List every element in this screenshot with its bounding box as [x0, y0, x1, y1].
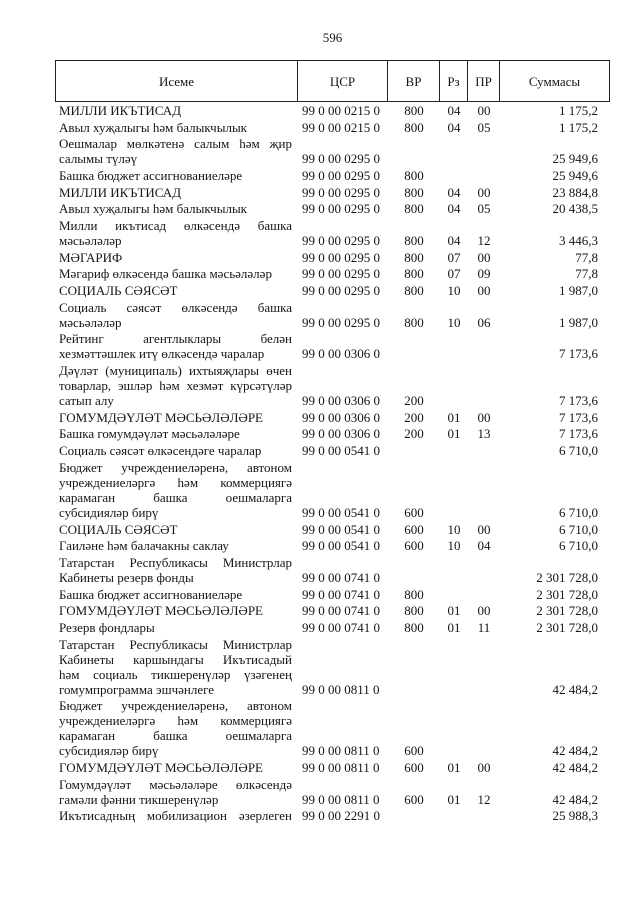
row-name-line: МИЛЛИ ИКЪТИСАД	[59, 184, 182, 200]
row-sum: 42 484,2	[552, 743, 598, 759]
row-name-line: Дәүләт (муниципаль) ихтыяҗлары өчен	[59, 363, 292, 379]
row-vr: 600	[404, 760, 424, 776]
row-pr: 12	[477, 791, 491, 807]
row-name-line: СОЦИАЛЬ СӘЯСӘТ	[59, 521, 178, 537]
row-name	[55, 283, 298, 298]
col-header-pr: ПР	[468, 61, 500, 101]
table-row	[55, 459, 610, 521]
table-row	[55, 167, 610, 184]
table-row	[55, 636, 610, 698]
table-header	[55, 60, 610, 102]
row-name	[55, 522, 298, 537]
row-rz: 10	[447, 538, 461, 554]
row-name	[55, 201, 298, 216]
row-name-line: Башка бюджет ассигнованиеләре	[59, 167, 243, 183]
row-name-line: Рейтинг агентлыклары белән	[59, 331, 292, 347]
row-pr: 00	[477, 409, 491, 425]
row-name-line: субсидияләр бирү	[59, 504, 159, 520]
row-rz: 01	[447, 409, 461, 425]
row-csr: 99 0 00 0741 0	[302, 586, 380, 602]
row-vr: 800	[404, 619, 424, 635]
row-name-line: Кабинеты каршындагы Икътисадый	[59, 651, 292, 667]
row-csr: 99 0 00 0741 0	[302, 569, 380, 585]
table-row	[55, 554, 610, 586]
row-sum: 1 175,2	[559, 102, 598, 118]
table-row	[55, 776, 610, 808]
row-name	[55, 587, 298, 602]
table-row	[55, 537, 610, 554]
row-name	[55, 443, 298, 458]
row-rz: 10	[447, 314, 461, 330]
col-header-name: Исеме	[56, 61, 298, 101]
row-vr: 800	[404, 603, 424, 619]
row-name-line: гомумпрограмма эшчәнлеге	[59, 681, 215, 697]
row-name-line: учреждениеләргә һәм коммерциягә	[59, 713, 292, 729]
row-name-line: ГОМУМДӘҮЛӘТ МӘСЬӘЛӘЛӘРЕ	[59, 760, 263, 776]
row-name-line: Авыл хуҗалыгы һәм балыкчылык	[59, 119, 247, 135]
row-sum: 3 446,3	[559, 232, 598, 248]
row-name-line: Татарстан Республикасы Министрлар	[59, 636, 292, 652]
row-name-line: мәсьәләләр	[59, 314, 122, 330]
row-rz: 04	[447, 232, 461, 248]
table-row	[55, 409, 610, 426]
row-name-line: Резерв фондлары	[59, 619, 155, 635]
row-name-line: салымы түләү	[59, 151, 138, 167]
row-csr: 99 0 00 0295 0	[302, 167, 380, 183]
row-vr: 800	[404, 232, 424, 248]
row-csr: 99 0 00 0295 0	[302, 151, 380, 167]
row-sum: 2 301 728,0	[536, 586, 598, 602]
row-vr: 800	[404, 586, 424, 602]
row-name	[55, 266, 298, 281]
row-sum: 42 484,2	[552, 791, 598, 807]
row-vr: 200	[404, 426, 424, 442]
row-name-line: Оешмалар мөлкәтенә салым һәм җир	[59, 136, 292, 152]
col-header-rz: Рз	[440, 61, 468, 101]
table-row	[55, 135, 610, 167]
row-csr: 99 0 00 2291 0	[302, 808, 380, 824]
row-vr: 800	[404, 314, 424, 330]
row-name-line: ГОМУМДӘҮЛӘТ МӘСЬӘЛӘЛӘРЕ	[59, 603, 263, 619]
row-sum: 1 987,0	[559, 314, 598, 330]
row-csr: 99 0 00 0306 0	[302, 426, 380, 442]
row-sum: 25 949,6	[552, 167, 598, 183]
row-name-line: товарлар, эшләр һәм хезмәт күрсәтүләр	[59, 378, 292, 394]
row-name-line: Икътисадның мобилизацион әзерлеген	[59, 808, 292, 824]
row-name-line: ГОМУМДӘҮЛӘТ МӘСЬӘЛӘЛӘРЕ	[59, 409, 263, 425]
row-rz: 01	[447, 426, 461, 442]
row-name-line: мәсьәләләр	[59, 232, 122, 248]
row-name	[55, 637, 298, 697]
row-sum: 25 988,3	[552, 808, 598, 824]
row-name-line: Башка гомумдәүләт мәсьәләләре	[59, 426, 240, 442]
row-csr: 99 0 00 0215 0	[302, 102, 380, 118]
row-vr: 800	[404, 167, 424, 183]
row-csr: 99 0 00 0541 0	[302, 504, 380, 520]
row-csr: 99 0 00 0811 0	[302, 681, 380, 697]
row-name-line: Башка бюджет ассигнованиеләре	[59, 586, 243, 602]
table-row	[55, 759, 610, 776]
row-rz: 07	[447, 266, 461, 282]
row-rz: 04	[447, 119, 461, 135]
table-row	[55, 200, 610, 217]
row-name-line: Авыл хуҗалыгы һәм балыкчылык	[59, 201, 247, 217]
table-row	[55, 602, 610, 619]
row-sum: 23 884,8	[552, 184, 598, 200]
row-sum: 7 173,6	[559, 393, 598, 409]
budget-table	[55, 60, 610, 824]
row-sum: 77,8	[575, 249, 598, 265]
row-pr: 00	[477, 521, 491, 537]
row-pr: 12	[477, 232, 491, 248]
row-name	[55, 808, 298, 823]
table-row	[55, 119, 610, 136]
row-name	[55, 300, 298, 330]
table-row	[55, 426, 610, 443]
row-name-line: Гаиләне һәм балачакны саклау	[59, 538, 229, 554]
row-rz: 04	[447, 102, 461, 118]
row-csr: 99 0 00 0295 0	[302, 314, 380, 330]
table-row	[55, 619, 610, 636]
row-pr: 00	[477, 283, 491, 299]
row-name-line: һәм социаль тикшеренүләр үзәгенең	[59, 666, 292, 682]
row-sum: 6 710,0	[559, 521, 598, 537]
row-csr: 99 0 00 0295 0	[302, 266, 380, 282]
row-name	[55, 250, 298, 265]
row-name	[55, 698, 298, 758]
row-name	[55, 620, 298, 635]
row-sum: 42 484,2	[552, 760, 598, 776]
row-rz: 07	[447, 249, 461, 265]
row-csr: 99 0 00 0541 0	[302, 521, 380, 537]
row-name	[55, 363, 298, 408]
row-sum: 2 301 728,0	[536, 569, 598, 585]
row-name-line: Бюджет учреждениеләренә, автоном	[59, 698, 292, 714]
row-sum: 2 301 728,0	[536, 603, 598, 619]
row-csr: 99 0 00 0741 0	[302, 619, 380, 635]
row-sum: 7 173,6	[559, 409, 598, 425]
row-pr: 06	[477, 314, 491, 330]
row-name-line: карамаган башка оешмаларга	[59, 489, 292, 505]
row-pr: 00	[477, 184, 491, 200]
row-vr: 600	[404, 791, 424, 807]
row-csr: 99 0 00 0541 0	[302, 443, 380, 459]
row-name-line: Социаль сәясәт өлкәсендәге чаралар	[59, 443, 262, 459]
table-row	[55, 184, 610, 201]
row-pr: 13	[477, 426, 491, 442]
row-vr: 200	[404, 409, 424, 425]
row-vr: 800	[404, 201, 424, 217]
table-row	[55, 249, 610, 266]
table-row	[55, 442, 610, 459]
row-rz: 10	[447, 521, 461, 537]
row-name-line: хезмәттәшлек итү өлкәсендә чаралар	[59, 346, 265, 362]
row-name	[55, 331, 298, 361]
row-rz: 01	[447, 791, 461, 807]
row-name-line: МИЛЛИ ИКЪТИСАД	[59, 102, 182, 118]
row-csr: 99 0 00 0295 0	[302, 232, 380, 248]
row-name-line: Милли икътисад өлкәсендә башка	[59, 217, 292, 233]
row-name-line: карамаган башка оешмаларга	[59, 728, 292, 744]
row-name-line: учреждениеләргә һәм коммерциягә	[59, 474, 292, 490]
row-pr: 00	[477, 603, 491, 619]
row-pr: 09	[477, 266, 491, 282]
row-name-line: сатып алу	[59, 393, 114, 409]
row-vr: 800	[404, 266, 424, 282]
page-number: 596	[322, 30, 343, 45]
table-body	[55, 102, 610, 824]
row-rz: 04	[447, 201, 461, 217]
row-pr: 05	[477, 201, 491, 217]
table-row	[55, 282, 610, 299]
table-row	[55, 362, 610, 409]
table-row	[55, 217, 610, 249]
table-row	[55, 266, 610, 283]
row-vr: 800	[404, 102, 424, 118]
row-vr: 600	[404, 538, 424, 554]
row-sum: 20 438,5	[552, 201, 598, 217]
row-sum: 77,8	[575, 266, 598, 282]
row-name	[55, 538, 298, 553]
row-name	[55, 426, 298, 441]
row-vr: 600	[404, 743, 424, 759]
row-csr: 99 0 00 0295 0	[302, 283, 380, 299]
row-name-line: Татарстан Республикасы Министрлар	[59, 554, 292, 570]
row-vr: 800	[404, 119, 424, 135]
row-csr: 99 0 00 0811 0	[302, 791, 380, 807]
row-csr: 99 0 00 0306 0	[302, 393, 380, 409]
row-rz: 04	[447, 184, 461, 200]
row-name	[55, 777, 298, 807]
row-pr: 11	[477, 619, 491, 635]
row-csr: 99 0 00 0306 0	[302, 409, 380, 425]
row-csr: 99 0 00 0306 0	[302, 346, 380, 362]
row-csr: 99 0 00 0741 0	[302, 603, 380, 619]
table-row	[55, 586, 610, 603]
table-row	[55, 808, 610, 825]
row-rz: 01	[447, 760, 461, 776]
row-vr: 200	[404, 393, 424, 409]
row-csr: 99 0 00 0295 0	[302, 249, 380, 265]
row-vr: 800	[404, 184, 424, 200]
row-rz: 10	[447, 283, 461, 299]
row-sum: 1 175,2	[559, 119, 598, 135]
row-csr: 99 0 00 0215 0	[302, 119, 380, 135]
row-sum: 7 173,6	[559, 346, 598, 362]
row-rz: 01	[447, 603, 461, 619]
table-row	[55, 331, 610, 363]
row-vr: 600	[404, 521, 424, 537]
row-rz: 01	[447, 619, 461, 635]
col-header-csr: ЦСР	[298, 61, 388, 101]
row-sum: 6 710,0	[559, 443, 598, 459]
row-name-line: субсидияләр бирү	[59, 743, 159, 759]
row-name-line: Мәгариф өлкәсендә башка мәсьәләләр	[59, 266, 272, 282]
row-name-line: Бюджет учреждениеләренә, автоном	[59, 459, 292, 475]
row-name-line: Гомумдәүләт мәсьәләләре өлкәсендә	[59, 776, 292, 792]
table-row	[55, 102, 610, 119]
row-name	[55, 185, 298, 200]
table-row	[55, 698, 610, 760]
row-name	[55, 410, 298, 425]
row-name	[55, 120, 298, 135]
row-vr: 800	[404, 249, 424, 265]
row-name-line: гамәли фәнни тикшеренүләр	[59, 791, 219, 807]
row-sum: 7 173,6	[559, 426, 598, 442]
row-pr: 00	[477, 249, 491, 265]
table-row	[55, 521, 610, 538]
table-row	[55, 299, 610, 331]
row-name-line: МӘГАРИФ	[59, 249, 123, 265]
row-vr: 600	[404, 504, 424, 520]
row-name	[55, 136, 298, 166]
row-sum: 6 710,0	[559, 504, 598, 520]
row-name	[55, 555, 298, 585]
row-name-line: Кабинеты резерв фонды	[59, 569, 194, 585]
row-csr: 99 0 00 0295 0	[302, 201, 380, 217]
row-csr: 99 0 00 0811 0	[302, 743, 380, 759]
row-sum: 2 301 728,0	[536, 619, 598, 635]
col-header-vr: ВР	[388, 61, 440, 101]
row-vr: 800	[404, 283, 424, 299]
col-header-sum: Суммасы	[528, 73, 581, 89]
row-name	[55, 603, 298, 618]
row-pr: 05	[477, 119, 491, 135]
row-pr: 00	[477, 760, 491, 776]
row-csr: 99 0 00 0541 0	[302, 538, 380, 554]
row-name	[55, 460, 298, 520]
row-csr: 99 0 00 0811 0	[302, 760, 380, 776]
row-name	[55, 168, 298, 183]
row-name	[55, 760, 298, 775]
row-pr: 00	[477, 102, 491, 118]
row-csr: 99 0 00 0295 0	[302, 184, 380, 200]
row-name-line: СОЦИАЛЬ СӘЯСӘТ	[59, 283, 178, 299]
row-pr: 04	[477, 538, 491, 554]
row-name	[55, 218, 298, 248]
row-name-line: Социаль сәясәт өлкәсендә башка	[59, 299, 292, 315]
row-sum: 42 484,2	[552, 681, 598, 697]
row-sum: 6 710,0	[559, 538, 598, 554]
row-sum: 25 949,6	[552, 151, 598, 167]
row-name	[55, 103, 298, 118]
row-sum: 1 987,0	[559, 283, 598, 299]
